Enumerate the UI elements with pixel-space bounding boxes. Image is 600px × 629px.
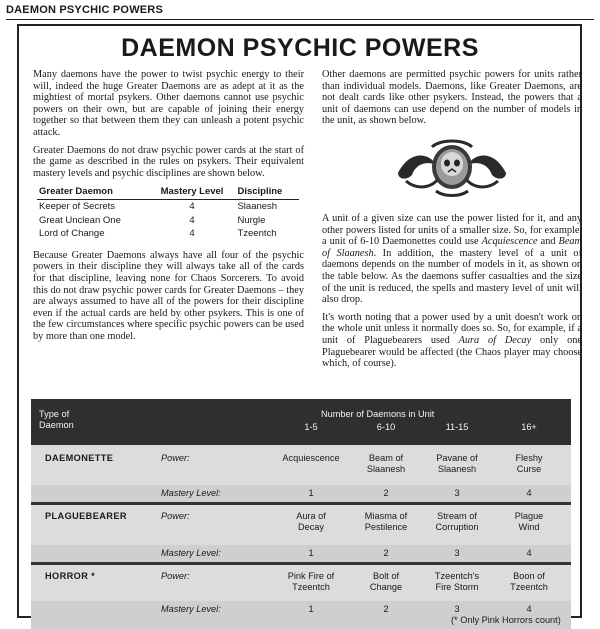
col-header-mastery-level: Mastery Level <box>149 185 236 199</box>
mastery-value: 2 <box>383 604 389 614</box>
power-line: Bolt of <box>372 571 400 581</box>
mastery-label: Mastery Level: <box>161 548 221 558</box>
power-cell <box>351 511 421 532</box>
table-row <box>31 485 571 505</box>
power-label: Power: <box>161 571 190 581</box>
power-line: Aura of <box>296 511 326 521</box>
intro-paragraph: Many daemons have the power to twist psychic energy to their will, indeed the huge Greater Daemons are as adept at it as the mightiest of mortal psykers. Other daemons cannot use psychic powers on their own, but are capable of joining their energy together so that between them they can unleash a potent psychic attack. <box>33 69 304 138</box>
col-header-discipline: Discipline <box>235 185 299 199</box>
table-row <box>37 214 299 228</box>
discipline: Slaanesh <box>237 200 278 212</box>
power-line: Stream of <box>437 511 477 521</box>
left-column <box>33 69 304 348</box>
power-line: Corruption <box>435 521 479 532</box>
text-run: A unit of a given size can use the power listed for it, and any other powers listed for units of a smaller size. So, for example, a unit of 6-10 Daemonettes could use <box>322 212 582 248</box>
daemon-name: Lord of Change <box>39 228 105 240</box>
daemon-name: Great Unclean One <box>39 214 121 226</box>
power-line: Tzeentch <box>292 581 330 592</box>
power-line: Pink Fire of <box>287 571 335 581</box>
mastery-value: 4 <box>526 488 532 498</box>
mastery-value: 3 <box>454 548 460 558</box>
mastery-level: 4 <box>189 200 195 212</box>
mastery-label: Mastery Level: <box>161 488 221 498</box>
discipline: Nurgle <box>237 214 266 226</box>
type-header-line2: Daemon <box>39 420 74 430</box>
table-header-row <box>37 185 299 199</box>
right-column <box>322 69 582 376</box>
mastery-label: Mastery Level: <box>161 604 221 614</box>
unit-table-header <box>31 399 571 445</box>
size-header-11-15: 11-15 <box>445 422 469 432</box>
greater-daemons-paragraph: Greater Daemons do not draw psychic power cards at the start of the game as described in the rules on psykers. Their equivalent mastery levels and psychic disciplines are shown below. <box>33 144 304 179</box>
power-cell <box>351 453 421 474</box>
text-run: It's worth noting that a power used by a unit doesn't work on the whole unit unless it normally does so. So, for example, if a unit of Plaguebearers used <box>322 311 582 346</box>
table-row <box>31 545 571 565</box>
note-paragraph <box>322 312 582 370</box>
power-cell <box>271 571 351 592</box>
power-cell <box>493 453 565 474</box>
unit-powers-paragraph: Other daemons are permitted psychic powers for units rather than individual models. Daemons, like Greater Daemons, are not dealt cards like other psykers. Instead, the powers that a unit of daemons can use depend on the number of models in the unit, as shown below. <box>322 69 582 127</box>
unit-name: HORROR * <box>45 571 96 581</box>
power-cell <box>351 571 421 592</box>
power-line: Acquiescence <box>282 453 340 463</box>
power-line: Pavane of <box>436 453 478 463</box>
power-line: Pestilence <box>364 521 408 532</box>
table-row <box>37 227 299 241</box>
power-line: Fire Storm <box>435 581 479 592</box>
mastery-value: 3 <box>454 604 460 614</box>
mastery-value: 4 <box>526 604 532 614</box>
power-line: Miasma of <box>364 511 408 521</box>
power-label: Power: <box>161 511 190 521</box>
number-header: Number of Daemons in Unit <box>321 409 435 419</box>
mastery-value: 4 <box>526 548 532 558</box>
power-label: Power: <box>161 453 190 463</box>
table-row <box>31 601 571 629</box>
power-name: Acquiescence <box>481 236 538 248</box>
power-cell <box>271 453 351 464</box>
text-run: and <box>537 236 559 248</box>
power-line: Curse <box>516 463 542 474</box>
unit-name: PLAGUEBEARER <box>45 511 127 521</box>
mastery-value: 1 <box>308 604 314 614</box>
text-run: only one Plaguebearer would be affected (the Chaos player may choose which, of course). <box>322 334 583 370</box>
size-header-6-10: 6-10 <box>376 422 396 432</box>
power-line: Boon of <box>513 571 545 581</box>
text-run: . In addition, the mastery level of a unit of daemons depends on the number of models in it, as shown on the table below. As the daemons suffer casualties and the size of the unit is reduced, the spells and mastery level of unit will also drop. <box>322 247 583 306</box>
power-line: Tzeentch's <box>434 571 480 581</box>
size-header-1-5: 1-5 <box>304 422 318 432</box>
power-cell <box>271 511 351 532</box>
running-header: DAEMON PSYCHIC POWERS <box>6 4 163 16</box>
table-row <box>31 565 571 601</box>
power-line: Fleshy <box>515 453 543 463</box>
power-line: Decay <box>297 521 325 532</box>
power-cell <box>421 571 493 592</box>
mastery-value: 1 <box>308 548 314 558</box>
page-title: DAEMON PSYCHIC POWERS <box>121 34 479 62</box>
power-line: Slaanesh <box>437 463 477 474</box>
mastery-level: 4 <box>189 228 195 240</box>
mastery-value: 2 <box>383 488 389 498</box>
header-rule <box>6 19 594 20</box>
size-header-16-plus: 16+ <box>521 422 537 432</box>
discipline: Tzeentch <box>237 228 277 240</box>
table-row <box>37 199 299 213</box>
power-line: Beam of <box>368 453 404 463</box>
table-row <box>31 445 571 485</box>
unit-size-paragraph <box>322 213 582 306</box>
power-name: Beam of Slaanesh <box>322 236 582 259</box>
mastery-value: 3 <box>454 488 460 498</box>
power-cell <box>493 511 565 532</box>
unit-name: DAEMONETTE <box>45 453 114 463</box>
power-cell <box>421 511 493 532</box>
power-cell <box>493 571 565 592</box>
footnote: (* Only Pink Horrors count) <box>451 615 561 625</box>
greater-daemon-table <box>37 185 299 240</box>
power-line: Change <box>369 581 403 592</box>
power-name: Aura of Decay <box>458 334 532 346</box>
power-line: Wind <box>518 521 540 532</box>
daemon-name: Keeper of Secrets <box>39 200 116 212</box>
power-cell <box>421 453 493 474</box>
skull-ornament-icon <box>392 135 512 199</box>
power-line: Plague <box>514 511 544 521</box>
type-header-line1: Type of <box>39 409 70 419</box>
mastery-value: 2 <box>383 548 389 558</box>
disciplines-paragraph: Because Greater Daemons always have all four of the psychic powers in their discipline they will always take all of the cards for that discipline, leaving none for Chaos Sorcerers. To avoid this do not draw psychic power cards for Greater Daemons – they are always assumed to have all of the powers for their discipline even if the actual cards are held by other psykers. This is one of the few circumstances where specific psychic powers can be used by more than one model. <box>33 249 304 342</box>
table-row <box>31 505 571 545</box>
daemon-unit-table <box>31 399 571 629</box>
mastery-value: 1 <box>308 488 314 498</box>
power-line: Slaanesh <box>366 463 406 474</box>
mastery-level: 4 <box>189 214 195 226</box>
power-line: Tzeentch <box>510 581 548 592</box>
col-header-greater-daemon: Greater Daemon <box>37 185 149 199</box>
